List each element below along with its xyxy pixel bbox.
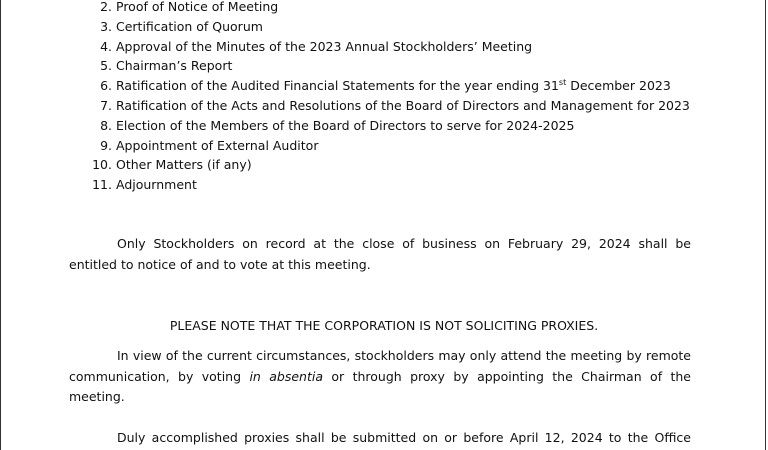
agenda-text-before: Ratification of the Audited Financial Statements for the year ending 31	[116, 78, 559, 94]
agenda-number: 8.	[100, 117, 112, 133]
circumstances-line-1: In view of the current circumstances, stockholders may only attend the meeting by remote	[117, 348, 691, 363]
circumstances-paragraph	[69, 346, 691, 408]
agenda-number: 2.	[100, 0, 112, 14]
agenda-text: Certification of Quorum	[116, 18, 263, 34]
proxy-notice-heading: PLEASE NOTE THAT THE CORPORATION IS NOT SOLICITING PROXIES.	[169, 318, 599, 333]
agenda-text: Approval of the Minutes of the 2023 Annual Stockholders’ Meeting	[116, 38, 533, 54]
agenda-text: Ratification of the Acts and Resolutions of the Board of Directors and Management for 2023	[116, 97, 690, 113]
in-absentia-emphasis: in absentia	[249, 368, 323, 384]
agenda-text-after: December 2023	[566, 78, 671, 94]
circumstances-line-2a: communication, by voting	[69, 368, 250, 384]
agenda-number: 6.	[100, 78, 112, 94]
record-line-1: Only Stockholders on record at the close of business on February 29, 2024 shall be	[117, 236, 691, 251]
agenda-number: 5.	[100, 58, 112, 74]
agenda-number: 7.	[100, 97, 112, 113]
circumstances-line-3: meeting.	[69, 389, 125, 404]
proxies-line-1: Duly accomplished proxies shall be submitted on or before April 12, 2024 to the Office	[117, 430, 691, 445]
agenda-text: Adjournment	[116, 177, 197, 193]
agenda-text: Chairman’s Report	[116, 58, 233, 74]
circumstances-line-2b: or through proxy by appointing the Chairman of the	[323, 368, 691, 384]
record-date-paragraph	[69, 234, 691, 275]
agenda-text: Proof of Notice of Meeting	[116, 0, 279, 14]
proxies-paragraph	[69, 428, 691, 449]
agenda-text: Appointment of External Auditor	[116, 137, 319, 153]
record-line-2: entitled to notice of and to vote at this meeting.	[69, 256, 371, 272]
agenda-number: 10.	[92, 157, 112, 173]
agenda-text: Other Matters (if any)	[116, 157, 252, 173]
agenda-number: 3.	[100, 18, 112, 34]
agenda-number: 11.	[92, 177, 112, 193]
agenda-number: 4.	[100, 38, 112, 54]
agenda-number: 9.	[100, 137, 112, 153]
ordinal-suffix: st	[558, 78, 567, 88]
agenda-text	[116, 76, 671, 96]
agenda-text: Election of the Members of the Board of Directors to serve for 2024-2025	[116, 117, 575, 133]
